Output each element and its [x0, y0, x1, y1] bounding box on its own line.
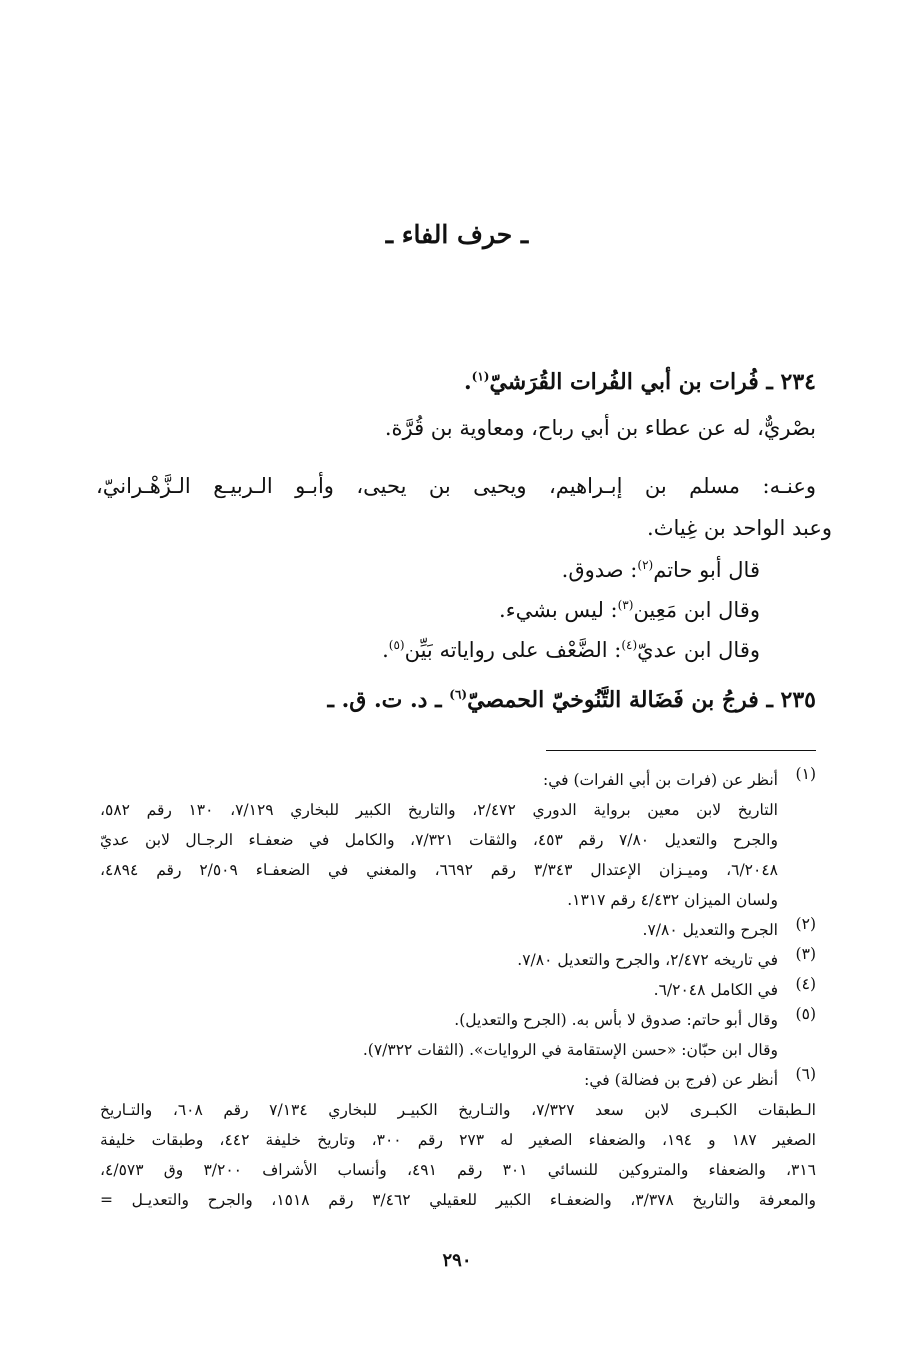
entry-234-heading	[464, 368, 816, 398]
footnote-ref-1: (١)	[471, 369, 490, 384]
footnote-number: (٥)	[795, 1005, 816, 1023]
footnote-line: ولسان الميزان ٤/٤٣٢ رقم ١٣١٧.	[567, 891, 778, 909]
footnote-line: الصغير ١٨٧ و ١٩٤، والضعفاء الصغير له ٢٧٣ رقم ٣٠٠، وتاريخ خليفة ٤٤٢، وطبقات خليفة	[100, 1131, 816, 1149]
footnote-line: وقال أبو حاتم: صدوق لا بأس به. (الجرح والتعديل).	[454, 1011, 778, 1029]
footnote-6	[100, 1065, 816, 1215]
quote-ibn-adi-speaker: وقال ابن عديّ	[637, 638, 760, 662]
footnote-line: في تاريخه ٢/٤٧٢، والجرح والتعديل ٧/٨٠.	[517, 951, 778, 969]
footnote-number: (٦)	[795, 1065, 816, 1083]
footnote-line: أنظر عن (فرات بن أبي الفرات) في:	[543, 771, 778, 789]
footnote-5	[100, 1005, 816, 1065]
chapter-title: ـ حرف الفاء ـ	[385, 220, 529, 249]
page-number: ٢٩٠	[442, 1250, 472, 1271]
footnote-ref-6: (٦)	[449, 687, 468, 702]
entry-235-sigla: ـ د. ت. ق. ـ	[327, 687, 450, 713]
footnotes	[100, 765, 816, 1215]
footnote-number: (٣)	[795, 945, 816, 963]
entry-234-origin: بصْريٌّ، له عن عطاء بن أبي رباح، ومعاوية بن قُرَّة.	[384, 416, 816, 440]
entry-234-students-line-1: وعنـه: مسلم بن إبـراهيم، ويحيى بن يحيى، وأبـو الـربيـع الـزَّهْـرانيّ،	[96, 474, 816, 498]
entry-234-heading-end: .	[463, 369, 472, 395]
entry-235-heading	[328, 686, 817, 716]
footnote-ref-4: (٤)	[621, 638, 638, 652]
footnote-number: (١)	[795, 765, 816, 783]
footnote-line: وقال ابن حبّان: «حسن الإستقامة في الروايات». (الثقات ٧/٣٢٢).	[362, 1041, 778, 1059]
quote-ibn-main	[499, 596, 760, 624]
footnote-line: ٣١٦، والضعفاء والمتروكين للنسائي ٣٠١ رقم ٤٩١، وأنساب الأشراف ٣/٢٠٠ وق ٤/٥٧٣،	[100, 1161, 817, 1179]
footnote-1	[100, 765, 816, 915]
footnote-line: والجرح والتعديل ٧/٨٠ رقم ٤٥٣، والثقات ٧/٣٢١، والكامل في ضعفـاء الرجـال لابن عديّ	[100, 831, 778, 849]
quote-abu-hatim-text: : صدوق.	[561, 558, 638, 582]
footnote-line: الجرح والتعديل ٧/٨٠.	[642, 921, 778, 939]
footnote-4	[100, 975, 816, 1005]
footnote-line: التاريخ لابن معين برواية الدوري ٢/٤٧٢، والتاريخ الكبير للبخاري ٧/١٢٩، ١٣٠ رقم ٥٨٢،	[100, 801, 778, 819]
quote-ibn-adi-end: .	[382, 638, 389, 662]
footnote-separator	[546, 750, 816, 751]
quote-ibn-adi-text: : الضَّعْف على رواياته بَيِّن	[404, 638, 622, 662]
quote-ibn-main-speaker: وقال ابن مَعِين	[633, 598, 760, 622]
footnote-line: الـطبقات الكبـرى لابن سعد ٧/٣٢٧، والتـاريخ الكبيـر للبخاري ٧/١٣٤ رقم ٦٠٨، والتـاريخ	[100, 1101, 816, 1119]
footnote-number: (٤)	[795, 975, 816, 993]
quote-ibn-adi	[382, 636, 760, 664]
quote-abu-hatim	[562, 556, 760, 584]
footnote-3	[100, 945, 816, 975]
quote-abu-hatim-speaker: قال أبو حاتم	[653, 558, 760, 582]
footnote-number: (٢)	[795, 915, 816, 933]
footnote-line: أنظر عن (فرج بن فضالة) في:	[584, 1071, 778, 1089]
entry-234-name: ٢٣٤ ـ فُرات بن أبي الفُرات القُرَشيّ	[489, 369, 816, 395]
footnote-line: في الكامل ٦/٢٠٤٨.	[653, 981, 778, 999]
quote-ibn-main-text: : ليس بشيء.	[499, 598, 618, 622]
footnote-2	[100, 915, 816, 945]
footnote-ref-2: (٢)	[637, 558, 654, 572]
footnote-ref-3: (٣)	[617, 598, 634, 612]
footnote-line: ٦/٢٠٤٨، وميـزان الإعتدال ٣/٣٤٣ رقم ٦٦٩٢، والمغني في الضعفـاء ٢/٥٠٩ رقم ٤٨٩٤،	[100, 861, 778, 879]
footnote-line: والمعرفة والتاريخ ٣/٣٧٨، والضعفـاء الكبير للعقيلي ٣/٤٦٢ رقم ١٥١٨، والجرح والتعديـل =	[100, 1191, 816, 1209]
footnote-ref-5: (٥)	[388, 638, 405, 652]
entry-235-name: ٢٣٥ ـ فرجُ بن فَضَالة التَّنُوخيّ الحمصيّ	[467, 687, 816, 713]
entry-234-students-line-2: وعبد الواحد بن غِياث.	[647, 516, 832, 540]
